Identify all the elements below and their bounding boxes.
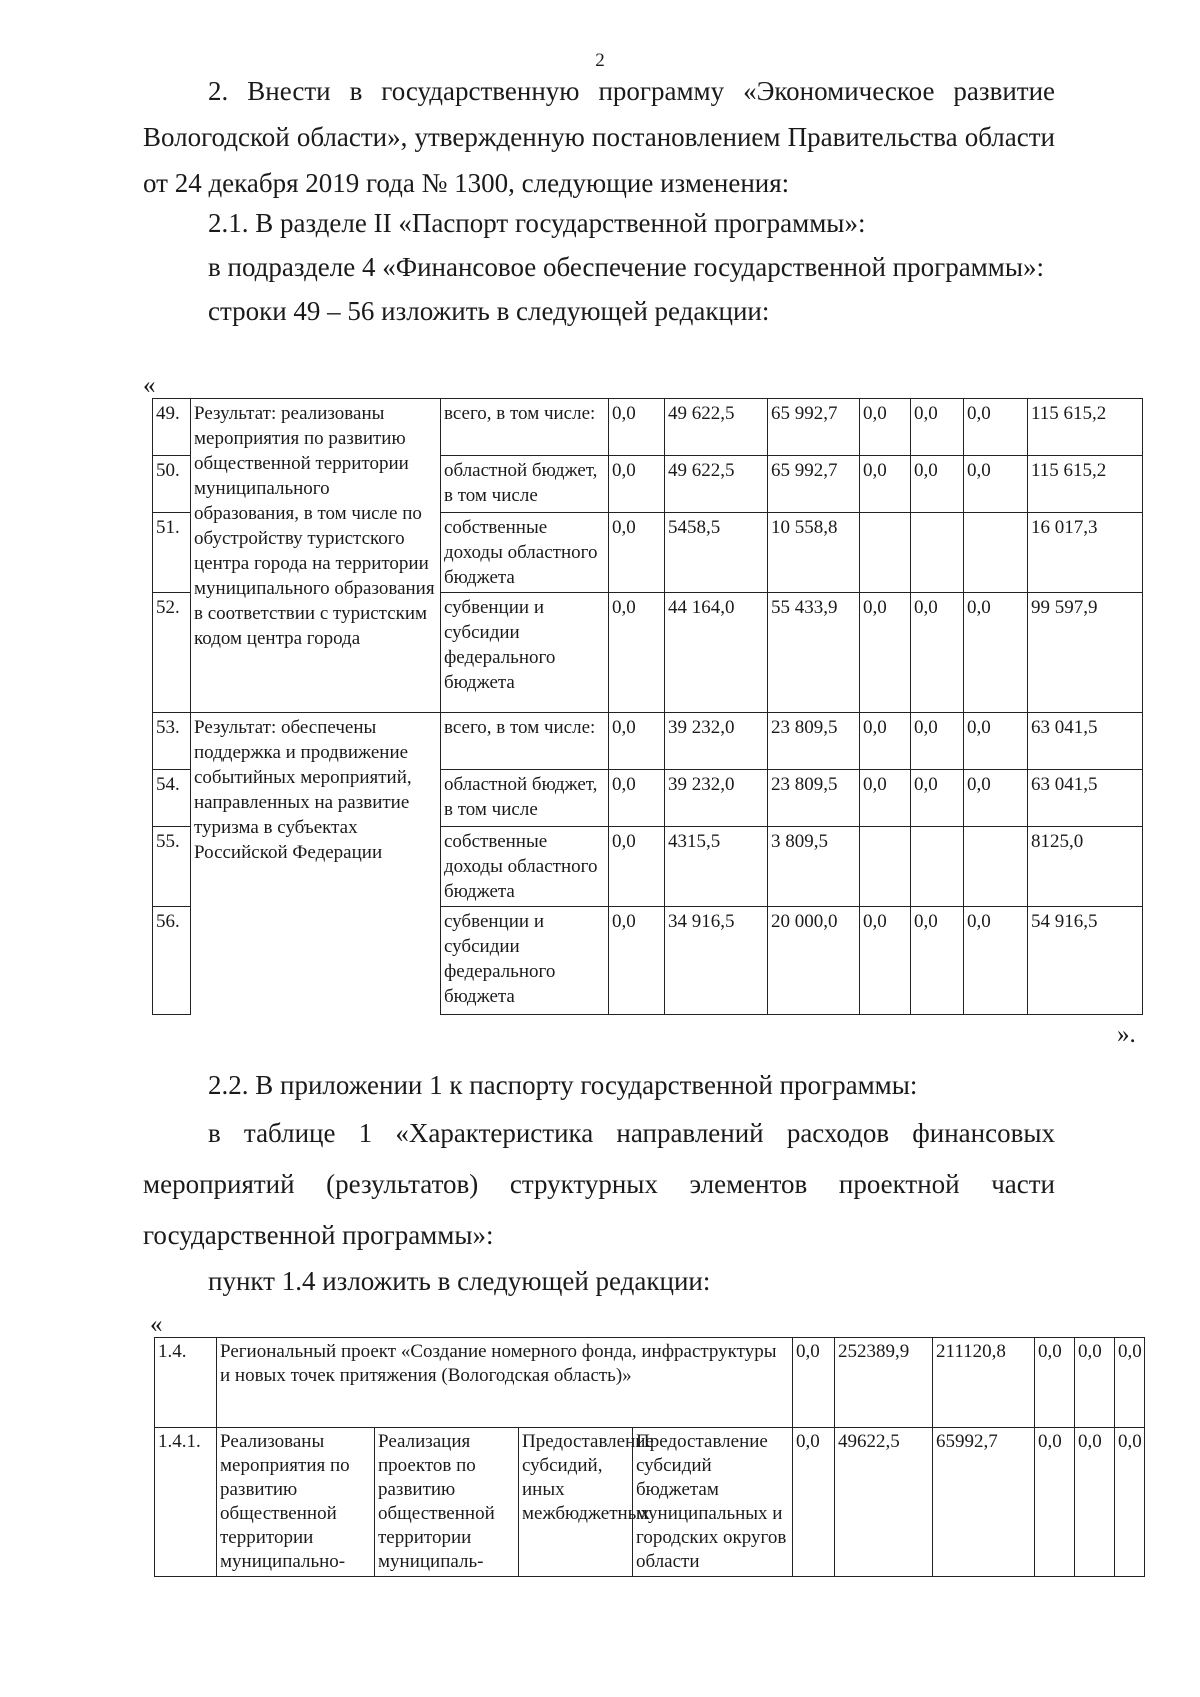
item-number: 1.4.	[155, 1338, 217, 1428]
paragraph-appendix-1: 2.2. В приложении 1 к паспорту государственной программы:	[208, 1070, 918, 1100]
funding-source: субвенции и субсидии федерального бюджета	[441, 907, 609, 1015]
opening-quote-2: «	[150, 1311, 163, 1338]
mechanism-cell: Предоставление субсидий, иных межбюджетных	[519, 1428, 633, 1577]
funding-source: собственные доходы областного бюджета	[441, 513, 609, 593]
value-cell: 0,0	[860, 713, 911, 770]
total-cell: 8125,0	[1028, 827, 1143, 907]
result-cell: Реализованы мероприятия по развитию общественной территории муниципально-	[217, 1428, 375, 1577]
row-number: 50.	[153, 456, 191, 513]
value-cell: 0,0	[964, 907, 1028, 1015]
value-cell: 0,0	[609, 827, 665, 907]
value-cell: 0,0	[860, 399, 911, 456]
opening-quote-1: «	[143, 372, 156, 399]
item-number: 1.4.1.	[155, 1428, 217, 1577]
project-name: Региональный проект «Создание номерного фонда, инфраструктуры и новых точек притяжения (Вологодская область)»	[217, 1338, 793, 1428]
value-cell: 0,0	[964, 399, 1028, 456]
value-cell: 49622,5	[835, 1428, 933, 1577]
page-number: 2	[595, 50, 605, 71]
value-cell: 0,0	[609, 593, 665, 713]
paragraph-item-1-4: пункт 1.4 изложить в следующей редакции:	[208, 1266, 711, 1296]
funding-source: субвенции и субсидии федерального бюджета	[441, 593, 609, 713]
value-cell: 0,0	[964, 456, 1028, 513]
row-number: 54.	[153, 770, 191, 827]
table-row	[153, 713, 1143, 770]
value-cell: 0,0	[911, 907, 964, 1015]
value-cell: 44 164,0	[665, 593, 768, 713]
value-cell: 0,0	[793, 1338, 835, 1428]
value-cell: 0,0	[609, 907, 665, 1015]
value-cell: 39 232,0	[665, 770, 768, 827]
table-row	[155, 1338, 1145, 1428]
result-description: Результат: реализованы мероприятия по развитию общественной территории муниципального образования, в том числе по обустройству туристского центра города на территории муниципального образования в соответствии с туристским кодом центра города	[191, 399, 441, 713]
table-row	[153, 399, 1143, 456]
total-cell: 115 615,2	[1028, 456, 1143, 513]
value-cell: 0,0	[860, 907, 911, 1015]
value-cell: 10 558,8	[768, 513, 860, 593]
value-cell: 0,0	[1035, 1338, 1075, 1428]
row-number: 53.	[153, 713, 191, 770]
value-cell: 20 000,0	[768, 907, 860, 1015]
value-cell: 0,0	[1075, 1338, 1115, 1428]
value-cell	[860, 827, 911, 907]
paragraph-subsection-4: в подразделе 4 «Финансовое обеспечение государственной программы»:	[208, 252, 1044, 282]
direction-cell: Предоставление субсидий бюджетам муниципальных и городских округов области	[633, 1428, 793, 1577]
value-cell: 65992,7	[933, 1428, 1035, 1577]
value-cell: 0,0	[609, 770, 665, 827]
paragraph-table-1: в таблице 1 «Характеристика направлений расходов финансовых мероприятий (результатов) структурных элементов проектной части государственной программы»:	[143, 1118, 1055, 1250]
paragraph-rows-49-56: строки 49 – 56 изложить в следующей редакции:	[208, 296, 770, 326]
value-cell: 0,0	[911, 593, 964, 713]
funding-source: собственные доходы областного бюджета	[441, 827, 609, 907]
row-number: 51.	[153, 513, 191, 593]
value-cell: 0,0	[1075, 1428, 1115, 1577]
value-cell: 0,0	[860, 770, 911, 827]
value-cell: 3 809,5	[768, 827, 860, 907]
funding-source: областной бюджет, в том числе	[441, 770, 609, 827]
value-cell	[860, 513, 911, 593]
total-cell: 63 041,5	[1028, 770, 1143, 827]
value-cell: 211120,8	[933, 1338, 1035, 1428]
value-cell	[911, 827, 964, 907]
expenditure-table-item-1-4	[154, 1337, 1145, 1577]
value-cell	[911, 513, 964, 593]
value-cell: 23 809,5	[768, 713, 860, 770]
paragraph-section-ii: 2.1. В разделе II «Паспорт государственной программы»:	[208, 208, 866, 238]
row-number: 55.	[153, 827, 191, 907]
funding-source: всего, в том числе:	[441, 713, 609, 770]
value-cell: 4315,5	[665, 827, 768, 907]
value-cell: 0,0	[1115, 1338, 1145, 1428]
value-cell: 0,0	[964, 713, 1028, 770]
funding-source: областной бюджет, в том числе	[441, 456, 609, 513]
value-cell: 0,0	[1115, 1428, 1145, 1577]
value-cell	[964, 513, 1028, 593]
value-cell: 65 992,7	[768, 456, 860, 513]
value-cell: 0,0	[911, 770, 964, 827]
value-cell	[964, 827, 1028, 907]
total-cell: 115 615,2	[1028, 399, 1143, 456]
value-cell: 65 992,7	[768, 399, 860, 456]
value-cell: 0,0	[609, 456, 665, 513]
value-cell: 0,0	[793, 1428, 835, 1577]
total-cell: 16 017,3	[1028, 513, 1143, 593]
value-cell: 34 916,5	[665, 907, 768, 1015]
value-cell: 0,0	[860, 456, 911, 513]
value-cell: 23 809,5	[768, 770, 860, 827]
funding-source: всего, в том числе:	[441, 399, 609, 456]
paragraph-amendment-intro: 2. Внести в государственную программу «Экономическое развитие Вологодской области», утвержденную постановлением Правительства области от 24 декабря 2019 года № 1300, следующие изменения:	[143, 76, 1055, 198]
value-cell: 0,0	[860, 593, 911, 713]
value-cell: 0,0	[911, 713, 964, 770]
financing-table-rows-49-56	[152, 398, 1143, 1015]
value-cell: 39 232,0	[665, 713, 768, 770]
activity-cell: Реализация проектов по развитию общественной территории муниципаль-	[375, 1428, 519, 1577]
row-number: 56.	[153, 907, 191, 1015]
value-cell: 0,0	[911, 399, 964, 456]
total-cell: 99 597,9	[1028, 593, 1143, 713]
value-cell: 0,0	[609, 399, 665, 456]
value-cell: 0,0	[609, 513, 665, 593]
value-cell: 0,0	[609, 713, 665, 770]
value-cell: 0,0	[964, 770, 1028, 827]
value-cell: 55 433,9	[768, 593, 860, 713]
row-number: 49.	[153, 399, 191, 456]
value-cell: 49 622,5	[665, 456, 768, 513]
value-cell: 252389,9	[835, 1338, 933, 1428]
total-cell: 63 041,5	[1028, 713, 1143, 770]
value-cell: 5458,5	[665, 513, 768, 593]
value-cell: 0,0	[964, 593, 1028, 713]
table-row	[155, 1428, 1145, 1577]
value-cell: 0,0	[911, 456, 964, 513]
result-description: Результат: обеспечены поддержка и продвижение событийных мероприятий, направленных на развитие туризма в субъектах Российской Федерации	[191, 713, 441, 1015]
total-cell: 54 916,5	[1028, 907, 1143, 1015]
value-cell: 49 622,5	[665, 399, 768, 456]
closing-quote-1: ».	[1117, 1021, 1136, 1048]
value-cell: 0,0	[1035, 1428, 1075, 1577]
row-number: 52.	[153, 593, 191, 713]
